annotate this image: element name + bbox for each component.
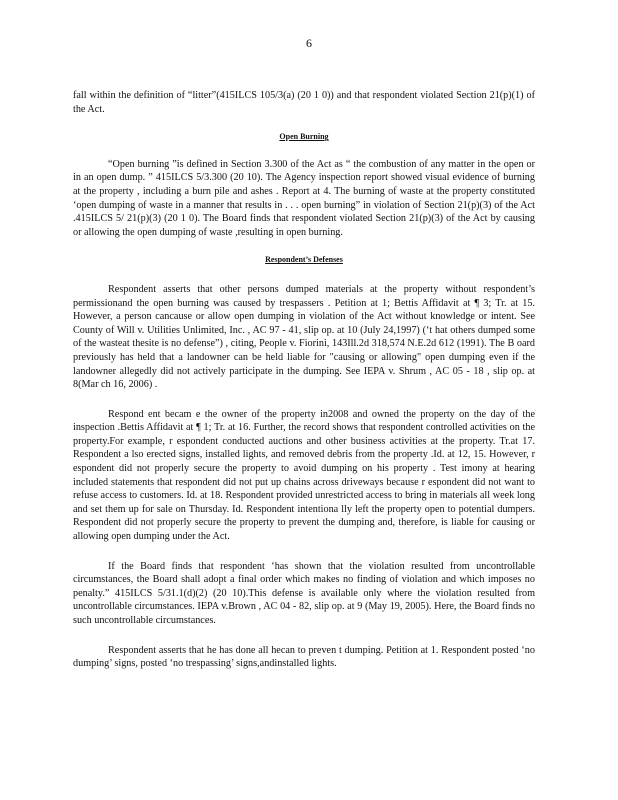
page-number: 6 bbox=[306, 36, 312, 50]
document-body bbox=[73, 89, 535, 671]
paragraph-defense-trespassers: Respondent asserts that other persons dumped materials at the property without respondent’s permissionand the open burning was caused by trespassers . Petition at 1; Bettis Affidavit at ¶ 3; Tr. at 15. However, a person cancause or allow open dumping in violation of the Act without knowledge or intent. See County of Will v. Utilities Unlimited, Inc. , AC 97 - 41, slip op. at 10 (July 24,1997) (‘t hat others dumped some of the wasteat thesite is no defense”) , citing, People v. Fiorini, 143Ill.2d 318,574 N.E.2d 612 (1991). The B oard previously has held that a landowner can be held liable for "causing or allowing" open dumping even if the landowner allegedly did not actively participate in the dumping. See IEPA v. Shrum , AC 05 - 18 , slip op. at 8(Mar ch 16, 2006) . bbox=[73, 283, 535, 391]
paragraph-ownership: Respond ent becam e the owner of the property in2008 and owned the property on the day of the inspection .Bettis Affidavit at ¶ 1; Tr. at 16. Further, the record shows that respondent controlled activities on the property.For example, r espondent conducted auctions and other business activities at the property. Tr.at 17. Respondent a lso erected signs, installed lights, and removed debris from the property .Id. at 12, 15. However, r espondent did not properly secure the property to avoid dumping on his property . Test imony at hearing included statements that respondent did not put up chains across driveways because r espondent did not want to refuse access to customers. Id. at 18. Respondent provided unrestricted access to bring in materials all week long and set them up for sale on Thursday. Id. Respondent intentiona lly left the property open to potential dumpers. Respondent did not properly secure the property to prevent the dumping and, therefore, is liable for causing or allowing open dumping under the Act. bbox=[73, 408, 535, 543]
paragraph-prevention-efforts: Respondent asserts that he has done all hecan to preven t dumping. Petition at 1. Respondent posted ‘no dumping’ signs, posted ‘no trespassing’ signs,andinstalled lights. bbox=[73, 644, 535, 670]
heading-respondents-defenses: Respondent’s Defenses bbox=[265, 255, 343, 265]
paragraph-litter-conclusion: fall within the definition of “litter”(415ILCS 105/3(a) (20 1 0)) and that respondent violated Section 21(p)(1) of the Act. bbox=[73, 90, 535, 115]
paragraph-uncontrollable-circumstances: If the Board finds that respondent ‘has shown that the violation resulted from uncontrollable circumstances, the Board shall adopt a final order which makes no finding of violation and which imposes no penalty.” 415ILCS 5/31.1(d)(2) (20 10).This defense is available only where the violation resulted from uncontrollable circumstances. IEPA v.Brown , AC 04 - 82, slip op. at 9 (May 19, 2005). Here, the Board finds no such uncontrollable circumstances. bbox=[73, 560, 535, 626]
paragraph-open-burning: “Open burning ”is defined in Section 3.300 of the Act as “ the combustion of any matter in the open or in an open dump. ” 415ILCS 5/3.300 (20 10). The Agency inspection report showed visual evidence of burning at the property , including a burn pile and ashes . Report at 4. The burning of waste at the property constituted ‘open dumping of waste in a manner that results in . . . open burning” in violation of Section 21(p)(3) of the Act .415ILCS 5/ 21(p)(3) (20 1 0). The Board finds that respondent violated Section 21(p)(3) of the Act by causing or allowing the open dumping of waste ,resulting in open burning. bbox=[73, 158, 535, 238]
heading-open-burning: Open Burning bbox=[279, 132, 329, 142]
